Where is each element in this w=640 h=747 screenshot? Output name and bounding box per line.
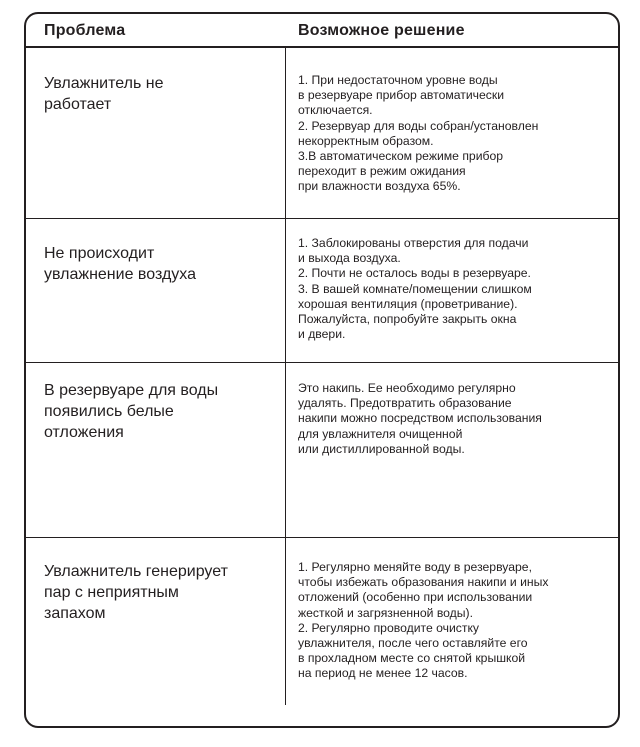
solution-line: 3.В автоматическом режиме прибор (298, 149, 504, 164)
header-problem: Проблема (44, 22, 126, 39)
solution-line: 2. Резервуар для воды собран/установлен (298, 118, 539, 133)
solution-line: на период не менее 12 часов. (298, 666, 468, 681)
problem-cell (44, 73, 276, 115)
problem-line: работает (44, 96, 112, 113)
problem-cell (44, 243, 276, 285)
solution-cell (298, 73, 618, 195)
solution-line: чтобы избежать образования накипи и иных (298, 575, 549, 590)
problem-line: пар с неприятным (44, 584, 179, 601)
solution-line: при влажности воздуха 65%. (298, 179, 461, 194)
row-divider (24, 537, 620, 538)
solution-line: Это накипь. Ее необходимо регулярно (298, 381, 516, 395)
solution-line: Пожалуйста, попробуйте закрыть окна (298, 312, 517, 327)
solution-line: 2. Почти не осталось воды в резервуаре. (298, 266, 531, 281)
solution-line: некорректным образом. (298, 133, 434, 148)
solution-line: жесткой и загрязненной воды). (298, 605, 473, 620)
solution-line: 1. Заблокированы отверстия для подачи (298, 236, 529, 250)
problem-line: В резервуаре для воды (44, 382, 219, 399)
header-solution: Возможное решение (298, 22, 465, 39)
solution-cell (298, 236, 618, 342)
solution-line: накипи можно посредством использования (298, 411, 542, 426)
column-divider (285, 46, 286, 705)
solution-line: для увлажнителя очищенной (298, 426, 463, 441)
problem-line: запахом (44, 605, 106, 622)
problem-line: Увлажнитель генерирует (44, 563, 228, 580)
solution-line: или дистиллированной воды. (298, 441, 465, 456)
problem-line: появились белые (44, 403, 174, 420)
solution-line: переходит в режим ожидания (298, 164, 466, 179)
problem-line: Не происходит (44, 245, 155, 262)
solution-line: хорошая вентиляция (проветривание). (298, 296, 518, 311)
row-divider (24, 218, 620, 219)
solution-cell (298, 381, 618, 457)
problem-line: увлажнение воздуха (44, 266, 196, 283)
row-divider (24, 362, 620, 363)
solution-line: в резервуаре прибор автоматически (298, 88, 504, 103)
solution-line: удалять. Предотвратить образование (298, 396, 512, 411)
problem-cell (44, 561, 276, 624)
solution-cell (298, 560, 618, 682)
solution-line: отключается. (298, 103, 373, 118)
solution-line: 3. В вашей комнате/помещении слишком (298, 281, 532, 296)
solution-line: 1. При недостаточном уровне воды (298, 73, 498, 87)
solution-line: 2. Регулярно проводите очистку (298, 620, 480, 635)
solution-line: увлажнителя, после чего оставляйте его (298, 636, 528, 651)
solution-line: отложений (особенно при использовании (298, 590, 533, 605)
problem-line: Увлажнитель не (44, 75, 164, 92)
problem-cell (44, 380, 276, 443)
solution-line: 1. Регулярно меняйте воду в резервуаре, (298, 560, 532, 574)
solution-line: и двери. (298, 327, 346, 342)
solution-line: и выхода воздуха. (298, 251, 401, 266)
header-divider (24, 46, 620, 48)
solution-line: в прохладном месте со снятой крышкой (298, 651, 526, 666)
problem-line: отложения (44, 424, 124, 441)
